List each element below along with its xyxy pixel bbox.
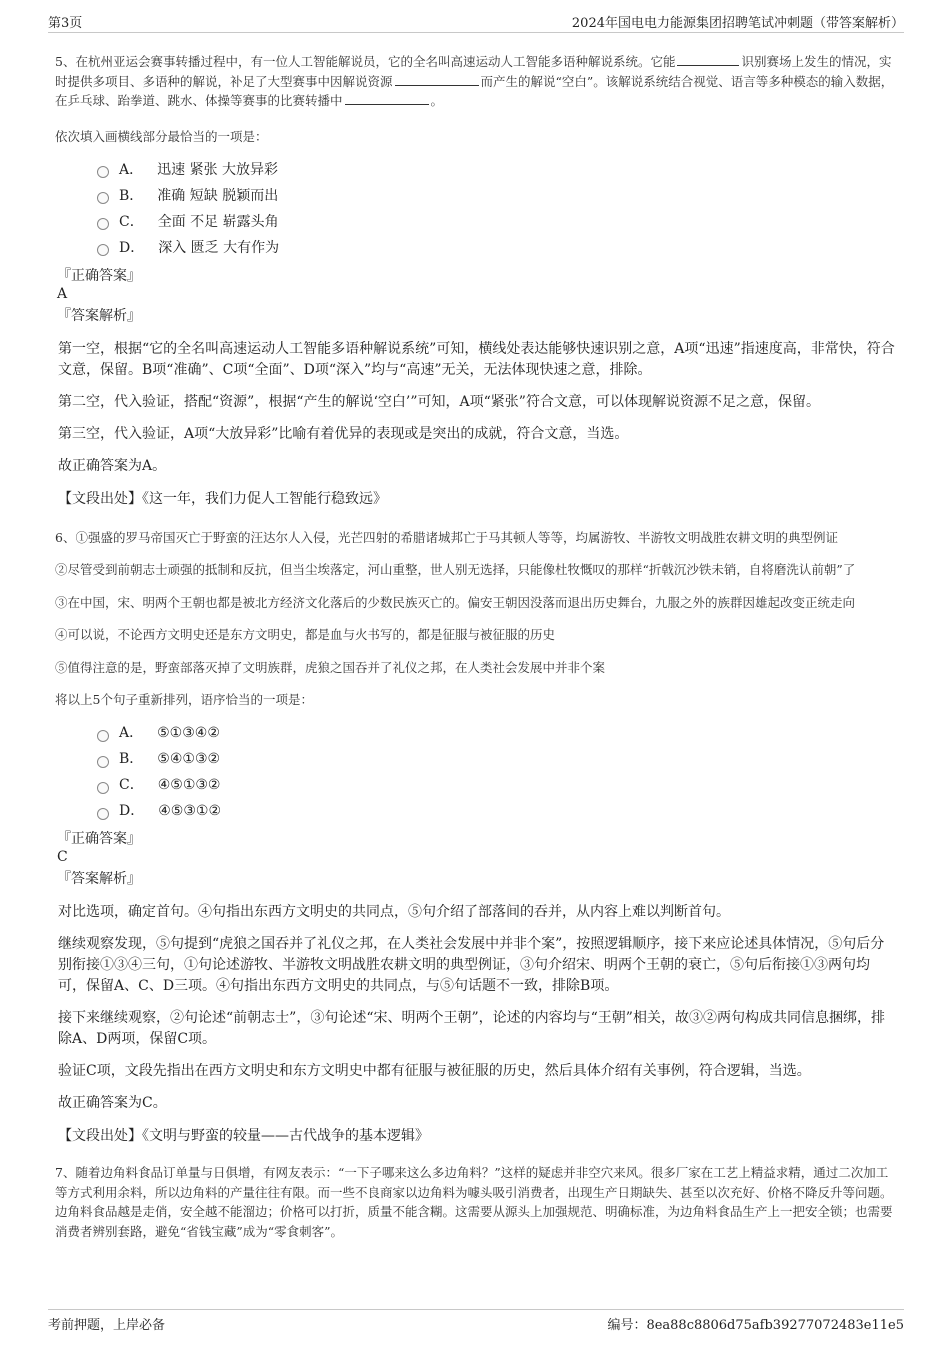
correct-answer: C xyxy=(57,849,68,865)
question-5 xyxy=(55,52,897,111)
document-id: 编号：8ea88c8806d75afb39277072483e11e5 xyxy=(607,1318,904,1333)
analysis-paragraph: 验证C项，文段先指出在西方文明史和东方文明史中都有征服与被征服的历史，然后具体介绍有关事例，符合逻辑，当选。 xyxy=(58,1063,811,1079)
page-number: 第3页 xyxy=(48,16,83,31)
answer-blank-2 xyxy=(395,72,479,86)
option-c[interactable]: C． ④⑤①③② xyxy=(97,772,897,798)
question-5-stem: 5、在杭州亚运会赛事转播过程中，有一位人工智能解说员，它的全名叫高速运动人工智能多语种解说系统。它能 识别赛场上发生的情况，实时提供多项目、多语种的解说，补足了大型赛事中因解说资源 而产生的解说“空白”。该解说系统结合视觉、语言等多种模态的输入数据，在乒乓球、跆拳道、跳水、体操等赛事的比赛转播中 。 xyxy=(55,54,894,108)
correct-answer: A xyxy=(57,285,68,302)
analysis-paragraph: 对比选项，确定首句。④句指出东西方文明史的共同点，⑤句介绍了部落间的吞并，从内容上难以判断首句。 xyxy=(58,904,730,920)
answer-blank-1 xyxy=(677,52,739,66)
analysis-paragraph: 第二空，代入验证，搭配“资源”，根据“产生的解说‘空白’”可知，A项“紧张”符合文意，可以体现解说资源不足之意，保留。 xyxy=(58,393,820,410)
analysis-paragraph: 故正确答案为A。 xyxy=(58,457,167,474)
analysis-paragraph: 第一空，根据“它的全名叫高速运动人工智能多语种解说系统”可知，横线处表达能够快速识别之意，A项“迅速”指速度高，非常快，符合文意，保留。B项“准确”、C项“全面”、D项“深入”均与“高速”无关，无法体现快速之意，排除。 xyxy=(58,340,895,378)
radio-icon[interactable] xyxy=(97,756,109,768)
radio-icon[interactable] xyxy=(97,808,109,820)
source-label: 【文段出处】 xyxy=(58,1128,142,1144)
radio-icon[interactable] xyxy=(97,782,109,794)
analysis-paragraph: 接下来继续观察，②句论述“前朝志士”，③句论述“宋、明两个王朝”，论述的内容均与“王朝”相关，故③②两句构成共同信息捆绑，排除A、D两项，保留C项。 xyxy=(58,1010,885,1047)
document-body xyxy=(55,52,897,1241)
option-a[interactable]: A． ⑤①③④② xyxy=(97,720,897,746)
radio-icon[interactable] xyxy=(97,192,109,204)
analysis-paragraph: 继续观察发现，⑤句提到“虎狼之国吞并了礼仪之邦，在人类社会发展中并非个案”，按照逻辑顺序，接下来应论述具体情况，⑤句后分别衔接①③④三句，①句论述游牧、半游牧文明战胜农耕文明的典型例证，③句介绍宋、明两个王朝的衰亡，⑤句后衔接①③两句均可，保留A、C、D三项。④句指出东西方文明史的共同点，与⑤句话题不一致，排除B项。 xyxy=(58,936,885,994)
question-6-instruction: 将以上5个句子重新排列，语序恰当的一项是： xyxy=(55,692,313,707)
sentence-1: 6、①强盛的罗马帝国灭亡于野蛮的汪达尔人入侵，光芒四射的希腊诸城邦亡于马其顿人等等，均属游牧、半游牧文明战胜农耕文明的典型例证 xyxy=(55,529,838,545)
option-d[interactable]: D． 深入 匮乏 大有作为 xyxy=(97,235,897,261)
radio-icon[interactable] xyxy=(97,218,109,230)
radio-icon[interactable] xyxy=(97,166,109,178)
question-6-analysis xyxy=(58,902,897,1114)
question-5-source xyxy=(58,488,897,508)
sentence-5: ⑤值得注意的是，野蛮部落灭掉了文明族群，虎狼之国吞并了礼仪之邦，在人类社会发展中并非个案 xyxy=(55,659,606,675)
option-a[interactable]: A． 迅速 紧张 大放异彩 xyxy=(97,157,897,183)
question-6-options xyxy=(97,720,897,824)
header-divider xyxy=(48,32,904,33)
correct-answer-label: 『正确答案』 xyxy=(57,267,141,284)
question-6 xyxy=(55,528,897,678)
option-b[interactable]: B． ⑤④①③② xyxy=(97,746,897,772)
question-6-source xyxy=(58,1125,897,1145)
radio-icon[interactable] xyxy=(97,730,109,742)
document-title: 2024年国电电力能源集团招聘笔试冲刺题（带答案解析） xyxy=(571,16,904,31)
source-label: 【文段出处】 xyxy=(58,490,142,507)
question-7 xyxy=(55,1163,897,1241)
question-5-options xyxy=(97,157,897,261)
analysis-paragraph: 第三空，代入验证，A项“大放异彩”比喻有着优异的表现或是突出的成就，符合文意，当选。 xyxy=(58,425,629,442)
source-title: 《文明与野蛮的较量——古代战争的基本逻辑》 xyxy=(142,1128,429,1144)
correct-answer-label: 『正确答案』 xyxy=(57,831,141,847)
answer-blank-3 xyxy=(345,91,429,105)
analysis-paragraph: 故正确答案为C。 xyxy=(58,1095,167,1111)
question-5-instruction: 依次填入画横线部分最恰当的一项是： xyxy=(55,128,268,144)
footer-divider xyxy=(48,1309,904,1310)
question-5-analysis xyxy=(58,339,897,477)
sentence-3: ③在中国，宋、明两个王朝也都是被北方经济文化落后的少数民族灭亡的。偏安王朝因没落而退出历史舞台，九服之外的族群因雄起改变正统走向 xyxy=(55,594,856,610)
option-d[interactable]: D． ④⑤③①② xyxy=(97,798,897,824)
option-c[interactable]: C． 全面 不足 崭露头角 xyxy=(97,209,897,235)
radio-icon[interactable] xyxy=(97,244,109,256)
footer-slogan: 考前押题，上岸必备 xyxy=(48,1318,166,1333)
option-b[interactable]: B． 准确 短缺 脱颖而出 xyxy=(97,183,897,209)
analysis-label: 『答案解析』 xyxy=(57,871,141,887)
sentence-2: ②尽管受到前朝志士顽强的抵制和反抗，但当尘埃落定，河山重整，世人别无选择，只能像杜牧慨叹的那样“折戟沉沙铁未销，自将磨洗认前朝”了 xyxy=(55,562,856,577)
analysis-label: 『答案解析』 xyxy=(57,307,141,324)
question-7-stem: 7、随着边角料食品订单量与日俱增，有网友表示：“一下子哪来这么多边角料？”这样的疑虑并非空穴来风。很多厂家在工艺上精益求精，通过二次加工等方式利用余料，所以边角料的产量往往有限。而一些不良商家以边角料为噱头吸引消费者，出现生产日期缺失、甚至以次充好、价格不降反升等问题。边角料食品越是走俏，安全越不能溜边；价格可以打折，质量不能含糊。这需要从源头上加强规范、明确标准，为边角料食品生产上一把安全锁；也需要消费者辨别套路，避免“省钱宝藏”成为“零食刺客”。 xyxy=(55,1165,893,1239)
source-title: 《这一年，我们力促人工智能行稳致远》 xyxy=(142,490,387,507)
sentence-4: ④可以说，不论西方文明史还是东方文明史，都是血与火书写的，都是征服与被征服的历史 xyxy=(55,627,556,642)
